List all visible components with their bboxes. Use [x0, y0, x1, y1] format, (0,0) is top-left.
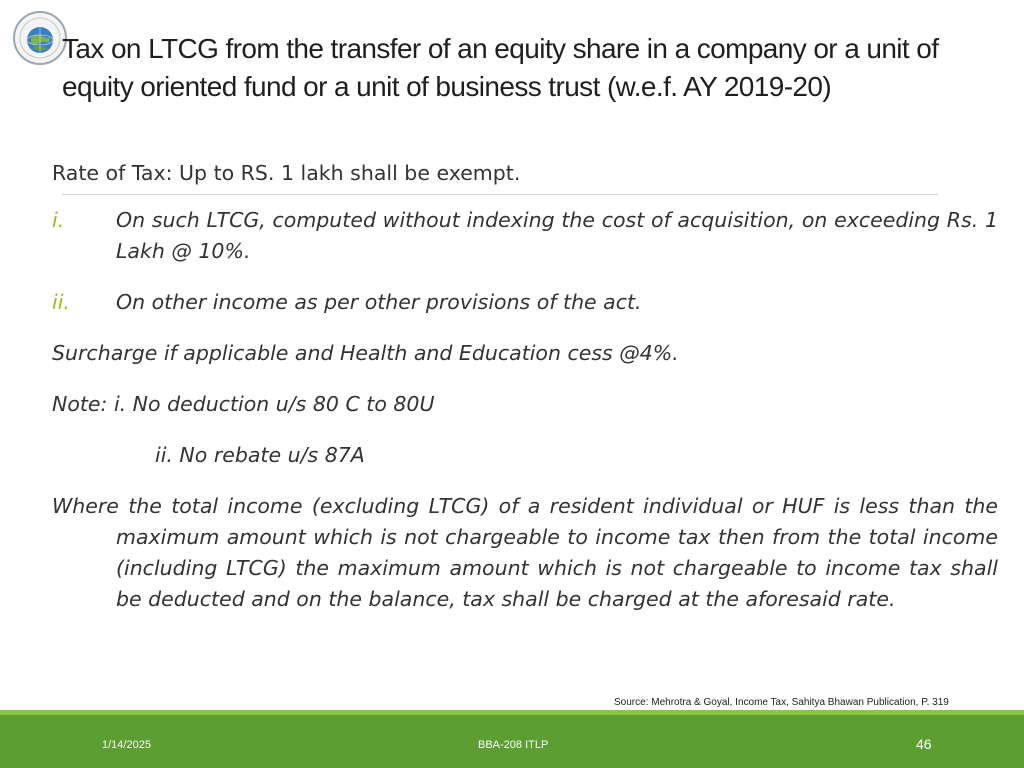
- list-item-text: On such LTCG, computed without indexing the cost of acquisition, on exceeding Rs. 1 Lakh @ 10%.: [116, 208, 998, 263]
- slide-title: Tax on LTCG from the transfer of an equity share in a company or a unit of equity oriented fund or a unit of business trust (w.e.f. AY 2019-20): [62, 33, 939, 102]
- note-deduction: Note: i. No deduction u/s 80 C to 80U: [52, 392, 435, 416]
- list-item: [52, 287, 998, 318]
- surcharge-note: Surcharge if applicable and Health and Education cess @4%.: [52, 341, 679, 365]
- slide-body: [52, 158, 998, 615]
- footer-bar: [0, 715, 1024, 768]
- source-citation: Source: Mehrotra & Goyal, Income Tax, Sahitya Bhawan Publication, P. 319: [614, 697, 949, 708]
- list-item-text: On other income as per other provisions of the act.: [116, 290, 642, 314]
- list-item: [52, 205, 998, 267]
- rate-of-tax-line: Rate of Tax: Up to RS. 1 lakh shall be exempt.: [52, 161, 521, 185]
- slide-number: 46: [916, 736, 932, 752]
- note-rebate: ii. No rebate u/s 87A: [155, 443, 365, 467]
- where-paragraph: Where the total income (excluding LTCG) of a resident individual or HUF is less than the maximum amount which is not chargeable to income tax then from the total income (including LTCG) the maximum amount which is not chargeable to income tax shall be deducted and on the balance, tax shall be charged at the aforesaid rate.: [52, 494, 998, 611]
- list-item-number: ii.: [52, 290, 70, 314]
- institution-logo: [12, 10, 68, 66]
- list-item-number: i.: [52, 208, 65, 232]
- footer-course-code: BBA-208 ITLP: [478, 739, 549, 751]
- footer-date: 1/14/2025: [102, 739, 151, 751]
